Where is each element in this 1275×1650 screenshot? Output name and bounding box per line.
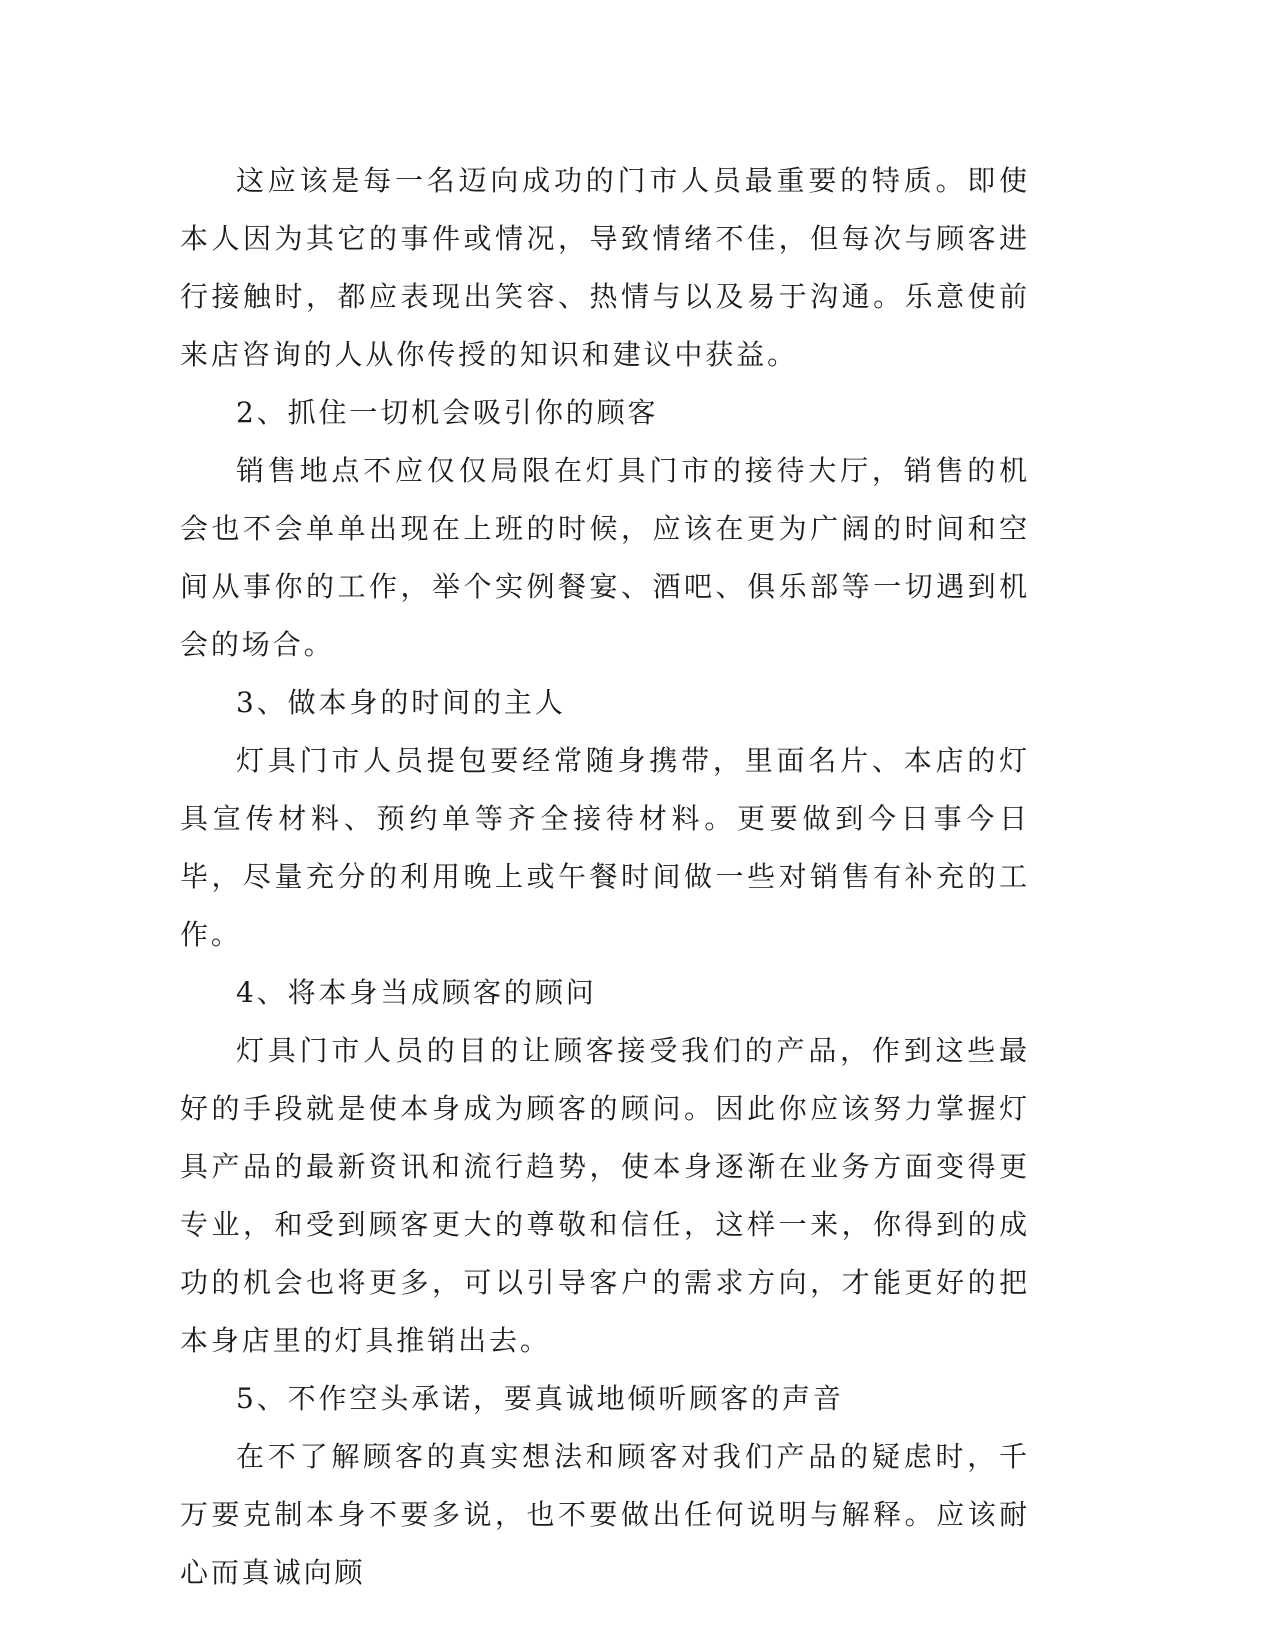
heading-customer-advisor: 4、将本身当成顾客的顾问 — [236, 976, 597, 1009]
paragraph-sales-location: 销售地点不应仅仅局限在灯具门市的接待大厅，销售的机会也不会单单出现在上班的时候，应该在更为广阔的时间和空间从事你的工作，举个实例餐宴、酒吧、俱乐部等一切遇到机会的场合。 — [180, 454, 1030, 661]
paragraph-trait: 这应该是每一名迈向成功的门市人员最重要的特质。即使本人因为其它的事件或情况，导致情绪不佳，但每次与顾客进行接触时，都应表现出笑容、热情与以及易于沟通。乐意使前来店咨询的人从你传授的知识和建议中获益。 — [180, 164, 1030, 371]
paragraph-briefcase: 灯具门市人员提包要经常随身携带，里面名片、本店的灯具宣传材料、预约单等齐全接待材料。更要做到今日事今日毕，尽量充分的利用晚上或午餐时间做一些对销售有补充的工作。 — [180, 744, 1030, 951]
paragraph-advisor: 灯具门市人员的目的让顾客接受我们的产品，作到这些最好的手段就是使本身成为顾客的顾问。因此你应该努力掌握灯具产品的最新资讯和流行趋势，使本身逐渐在业务方面变得更专业，和受到顾客更大的尊敬和信任，这样一来，你得到的成功的机会也将更多，可以引导客户的需求方向，才能更好的把本身店里的灯具推销出去。 — [180, 1034, 1030, 1357]
heading-time-master: 3、做本身的时间的主人 — [236, 686, 566, 719]
paragraph-listen: 在不了解顾客的真实想法和顾客对我们产品的疑虑时，千万要克制本身不要多说，也不要做出任何说明与解释。应该耐心而真诚向顾 — [180, 1440, 1030, 1589]
heading-no-empty-promises: 5、不作空头承诺，要真诚地倾听顾客的声音 — [236, 1382, 844, 1415]
heading-attract-customers: 2、抓住一切机会吸引你的顾客 — [236, 396, 659, 429]
document-body — [180, 152, 1030, 1602]
